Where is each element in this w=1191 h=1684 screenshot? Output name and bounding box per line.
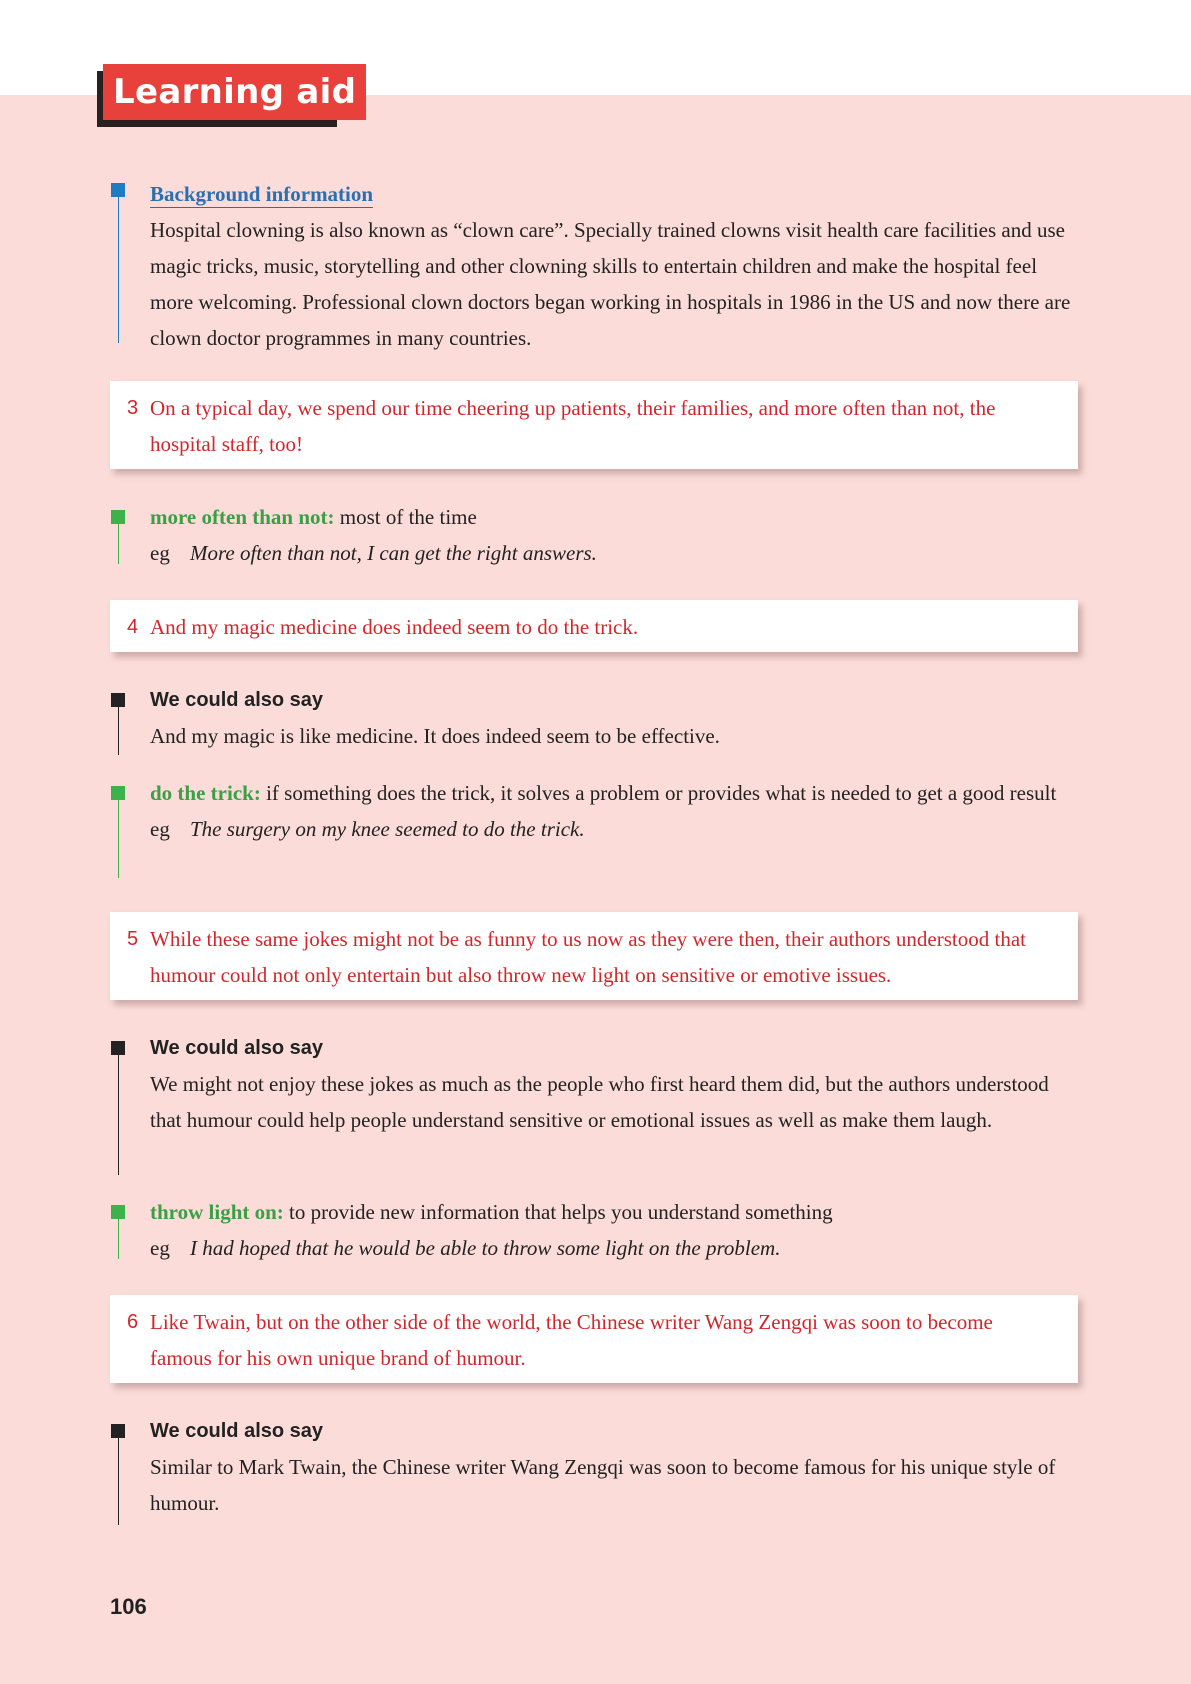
alternative-block-3 bbox=[118, 1413, 1080, 1521]
quote-number: 3 bbox=[127, 397, 139, 419]
black-square-marker bbox=[111, 693, 125, 707]
quote-text: And my magic medicine does indeed seem to do the trick. bbox=[150, 615, 639, 639]
alternative-block-1 bbox=[118, 682, 1080, 754]
phrase-definition: if something does the trick, it solves a problem or provides what is needed to get a good result bbox=[260, 781, 1057, 805]
quote-text: Like Twain, but on the other side of the world, the Chinese writer Wang Zengqi was soon to become famous for his own unique brand of humour. bbox=[150, 1310, 993, 1370]
black-vertical-line bbox=[118, 1438, 119, 1525]
page-title: Learning aid bbox=[103, 64, 366, 120]
background-heading: Background information bbox=[150, 182, 374, 206]
green-square-marker bbox=[111, 1205, 125, 1219]
eg-label: eg bbox=[150, 817, 170, 841]
phrase-block-do-the-trick bbox=[118, 775, 1080, 847]
black-vertical-line bbox=[118, 707, 119, 755]
alternative-heading: We could also say bbox=[150, 1420, 324, 1442]
alternative-text: We might not enjoy these jokes as much as the people who first heard them did, but the authors understood that humour could help people understand sensitive or emotional issues as well as make them laugh. bbox=[150, 1072, 1049, 1132]
page-number: 106 bbox=[110, 1594, 147, 1619]
title-banner bbox=[103, 64, 366, 120]
phrase-term: throw light on: bbox=[150, 1200, 284, 1224]
example-sentence: More often than not, I can get the right answers. bbox=[190, 541, 597, 565]
alternative-text: Similar to Mark Twain, the Chinese writer Wang Zengqi was soon to become famous for his unique style of humour. bbox=[150, 1455, 1056, 1515]
eg-label: eg bbox=[150, 541, 170, 565]
background-info-block bbox=[118, 176, 1080, 356]
quote-number: 5 bbox=[127, 928, 139, 950]
quote-box-4 bbox=[110, 600, 1078, 652]
black-square-marker bbox=[111, 1424, 125, 1438]
quote-box-6 bbox=[110, 1295, 1078, 1383]
black-square-marker bbox=[111, 1041, 125, 1055]
green-square-marker bbox=[111, 786, 125, 800]
alternative-block-2 bbox=[118, 1030, 1080, 1138]
blue-vertical-line bbox=[118, 197, 119, 343]
phrase-definition: to provide new information that helps you understand something bbox=[283, 1200, 833, 1224]
quote-box-5 bbox=[110, 912, 1078, 1000]
quote-number: 6 bbox=[127, 1311, 139, 1333]
green-square-marker bbox=[111, 510, 125, 524]
phrase-term: do the trick: bbox=[150, 781, 261, 805]
quote-box-3 bbox=[110, 381, 1078, 469]
phrase-block-more-often-than-not bbox=[118, 499, 1080, 571]
blue-square-marker bbox=[111, 183, 125, 197]
eg-label: eg bbox=[150, 1236, 170, 1260]
background-text: Hospital clowning is also known as “clown care”. Specially trained clowns visit health care facilities and use magic tricks, music, storytelling and other clowning skills to entertain children and make the hospital feel more welcoming. Professional clown doctors began working in hospitals in 1986 in the US and now there are clown doctor programmes in many countries. bbox=[150, 218, 1071, 350]
alternative-text: And my magic is like medicine. It does indeed seem to be effective. bbox=[150, 724, 720, 748]
example-sentence: I had hoped that he would be able to throw some light on the problem. bbox=[190, 1236, 781, 1260]
alternative-heading: We could also say bbox=[150, 689, 324, 711]
green-vertical-line bbox=[118, 524, 119, 564]
phrase-term: more often than not: bbox=[150, 505, 335, 529]
green-vertical-line bbox=[118, 1219, 119, 1259]
green-vertical-line bbox=[118, 800, 119, 878]
quote-number: 4 bbox=[127, 616, 139, 638]
quote-text: While these same jokes might not be as funny to us now as they were then, their authors understood that humour could not only entertain but also throw new light on sensitive or emotive issues. bbox=[150, 927, 1026, 987]
example-sentence: The surgery on my knee seemed to do the trick. bbox=[190, 817, 585, 841]
phrase-definition: most of the time bbox=[334, 505, 477, 529]
phrase-block-throw-light-on bbox=[118, 1194, 1080, 1266]
alternative-heading: We could also say bbox=[150, 1037, 324, 1059]
quote-text: On a typical day, we spend our time cheering up patients, their families, and more often than not, the hospital staff, too! bbox=[150, 396, 996, 456]
black-vertical-line bbox=[118, 1055, 119, 1175]
